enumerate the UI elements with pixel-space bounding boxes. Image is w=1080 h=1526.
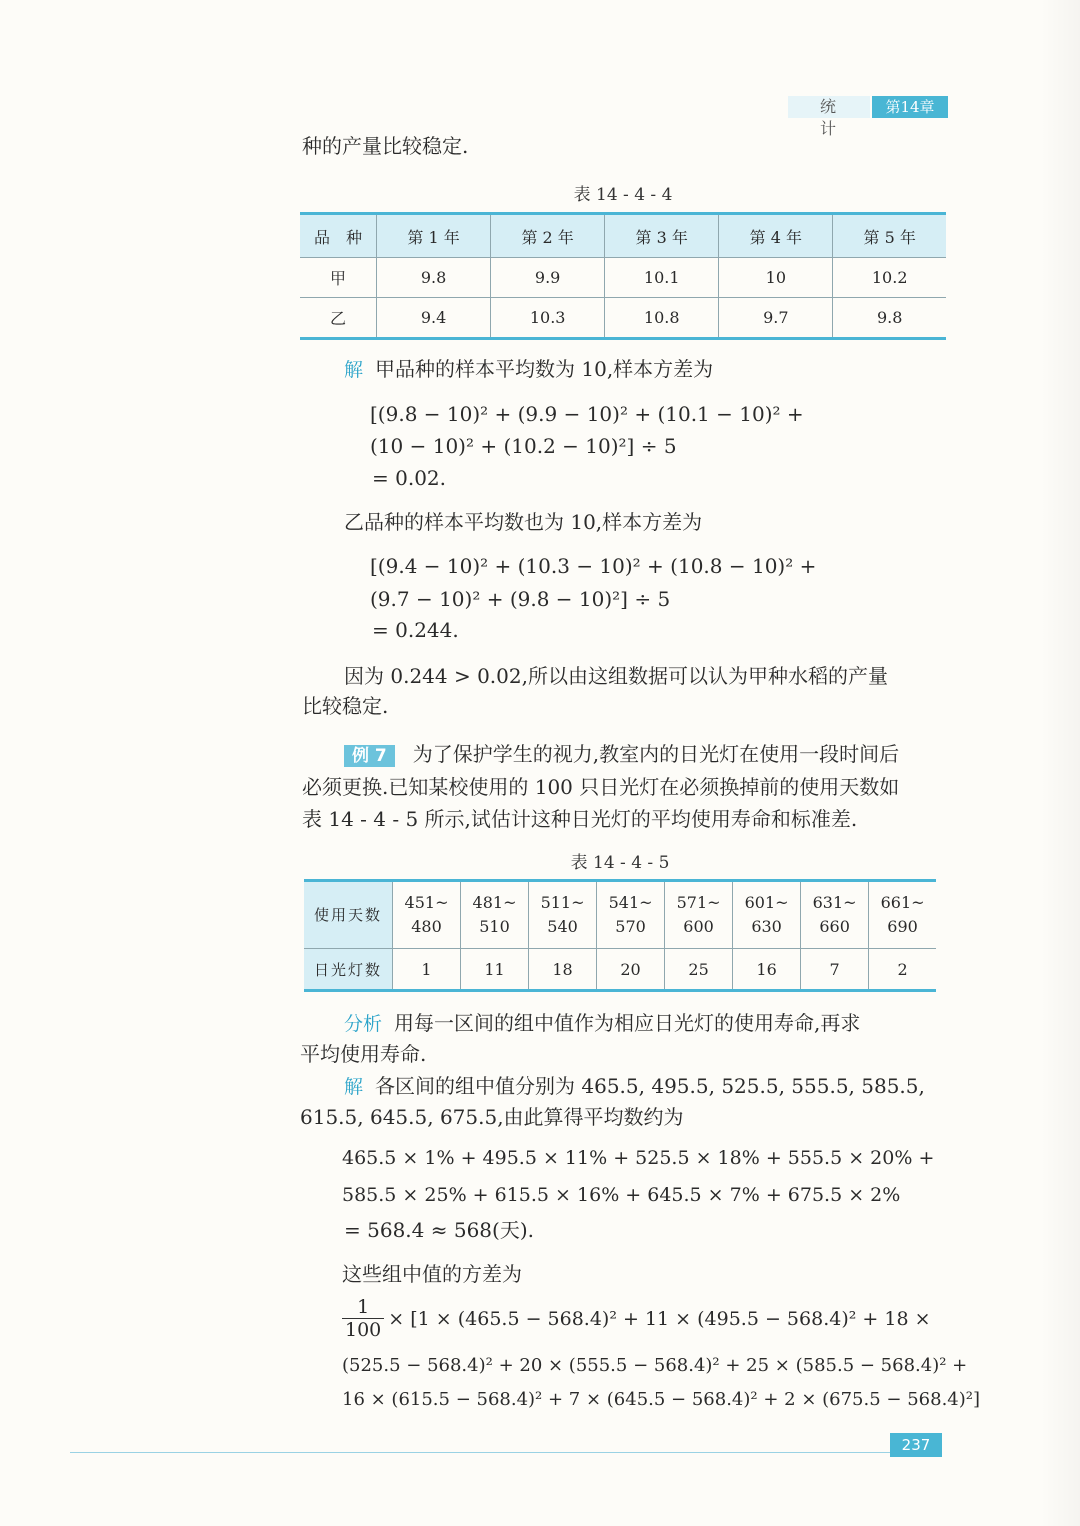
range-start: 481~ — [472, 893, 517, 912]
range-cell — [733, 881, 801, 949]
range-start: 541~ — [608, 893, 653, 912]
conclusion-line: 因为 0.244 > 0.02,所以由这组数据可以认为甲种水稻的产量 — [344, 664, 888, 688]
solution2-text: 各区间的组中值分别为 465.5, 495.5, 525.5, 555.5, 585.5, — [375, 1074, 925, 1098]
analysis-text: 用每一区间的组中值作为相应日光灯的使用寿命,再求 — [394, 1011, 861, 1035]
formula-result: = 0.244. — [372, 618, 459, 642]
range-cell — [665, 881, 733, 949]
range-start: 571~ — [676, 893, 721, 912]
table-14-4-5 — [304, 879, 936, 992]
table-header-cell: 第 1 年 — [377, 214, 491, 258]
table-14-4-4 — [300, 212, 946, 340]
running-header — [788, 96, 948, 138]
analysis-line2: 平均使用寿命. — [300, 1042, 427, 1066]
range-end: 690 — [887, 917, 918, 936]
formula-line: (10 − 10)² + (10.2 − 10)²] ÷ 5 — [370, 434, 677, 458]
table-cell: 9.8 — [377, 258, 491, 298]
range-start: 511~ — [540, 893, 585, 912]
fraction-numerator: 1 — [342, 1296, 384, 1319]
range-cell — [529, 881, 597, 949]
table-cell: 10 — [719, 258, 833, 298]
table5-caption: 表 14 - 4 - 5 — [570, 853, 670, 873]
range-end: 570 — [615, 917, 646, 936]
count-cell: 11 — [461, 949, 529, 991]
range-start: 661~ — [880, 893, 925, 912]
table-header-cell: 第 4 年 — [719, 214, 833, 258]
range-cell — [461, 881, 529, 949]
chapter-label: 第14章 — [872, 96, 948, 118]
variance-intro: 这些组中值的方差为 — [342, 1262, 522, 1286]
range-end: 660 — [819, 917, 850, 936]
count-cell: 20 — [597, 949, 665, 991]
row-header-lamps: 日光灯数 — [304, 949, 393, 991]
count-cell: 2 — [869, 949, 936, 991]
table-row — [304, 881, 936, 949]
table-row — [304, 949, 936, 991]
range-cell — [869, 881, 936, 949]
count-cell: 16 — [733, 949, 801, 991]
analysis-keyword: 分析 — [344, 1013, 383, 1035]
range-cell — [597, 881, 665, 949]
analysis-line — [344, 1007, 860, 1040]
variance-formula-line3: 16 × (615.5 − 568.4)² + 7 × (645.5 − 568.4)² + 2 × (675.5 − 568.4)²] — [342, 1389, 980, 1410]
table-header-row — [300, 214, 946, 258]
table4-caption: 表 14 - 4 - 4 — [573, 185, 673, 205]
table-header-cell: 第 2 年 — [491, 214, 605, 258]
table-cell: 9.8 — [833, 298, 946, 339]
formula-line: (9.7 − 10)² + (9.8 − 10)²] ÷ 5 — [370, 587, 671, 611]
table-row — [300, 258, 946, 298]
range-start: 451~ — [404, 893, 449, 912]
formula-line: [(9.4 − 10)² + (10.3 − 10)² + (10.8 − 10)² + — [370, 554, 817, 578]
table-cell: 10.3 — [491, 298, 605, 339]
example7-text: 为了保护学生的视力,教室内的日光灯在使用一段时间后 — [412, 742, 900, 766]
table-cell: 9.4 — [377, 298, 491, 339]
range-end: 510 — [479, 917, 510, 936]
range-end: 630 — [751, 917, 782, 936]
variance-formula-line2: (525.5 − 568.4)² + 20 × (555.5 − 568.4)² + 25 × (585.5 − 568.4)² + — [342, 1355, 968, 1376]
example-badge: 例 7 — [344, 745, 395, 767]
table-cell: 9.7 — [719, 298, 833, 339]
mean-formula-line: 585.5 × 25% + 615.5 × 16% + 645.5 × 7% + 675.5 × 2% — [342, 1184, 901, 1206]
fraction-denominator: 100 — [345, 1319, 382, 1341]
table-header-cell: 品 种 — [300, 214, 377, 258]
count-cell: 25 — [665, 949, 733, 991]
solution2-line2: 615.5, 645.5, 675.5,由此算得平均数约为 — [300, 1105, 684, 1129]
solution1-line2: 乙品种的样本平均数也为 10,样本方差为 — [344, 510, 703, 534]
footer-rule — [70, 1452, 890, 1453]
example7-line: 表 14 - 4 - 5 所示,试估计这种日光灯的平均使用寿命和标准差. — [302, 807, 858, 831]
table-cell: 10.8 — [605, 298, 719, 339]
range-start: 631~ — [812, 893, 857, 912]
row-header-days: 使用天数 — [304, 881, 393, 949]
solution-keyword: 解 — [344, 359, 364, 381]
solution-keyword: 解 — [344, 1076, 364, 1098]
page-edge-shadow — [1040, 0, 1080, 1526]
formula-result: = 0.02. — [372, 466, 447, 490]
range-cell — [393, 881, 461, 949]
solution2-line — [344, 1070, 925, 1103]
section-label: 统 计 — [788, 96, 870, 118]
count-cell: 18 — [529, 949, 597, 991]
mean-result: = 568.4 ≈ 568(天). — [344, 1218, 534, 1242]
conclusion-line: 比较稳定. — [302, 694, 389, 718]
range-cell — [801, 881, 869, 949]
solution1-line — [344, 353, 713, 386]
count-cell: 1 — [393, 949, 461, 991]
fraction — [342, 1296, 384, 1341]
example7-line — [344, 738, 899, 770]
table-cell: 9.9 — [491, 258, 605, 298]
table-row — [300, 298, 946, 339]
variance-formula-text: × [1 × (465.5 − 568.4)² + 11 × (495.5 − 568.4)² + 18 × — [388, 1307, 931, 1330]
variance-formula-line1 — [342, 1296, 931, 1341]
solution1-text: 甲品种的样本平均数为 10,样本方差为 — [375, 357, 714, 381]
range-start: 601~ — [744, 893, 789, 912]
count-cell: 7 — [801, 949, 869, 991]
range-end: 480 — [411, 917, 442, 936]
table-cell: 10.1 — [605, 258, 719, 298]
mean-formula-line: 465.5 × 1% + 495.5 × 11% + 525.5 × 18% + 555.5 × 20% + — [342, 1147, 935, 1169]
intro-line: 种的产量比较稳定. — [302, 134, 469, 158]
table-header-cell: 第 3 年 — [605, 214, 719, 258]
table-cell: 10.2 — [833, 258, 946, 298]
table-cell: 乙 — [300, 298, 377, 339]
range-end: 540 — [547, 917, 578, 936]
page-number: 237 — [890, 1433, 942, 1457]
table-cell: 甲 — [300, 258, 377, 298]
range-end: 600 — [683, 917, 714, 936]
example7-line: 必须更换.已知某校使用的 100 只日光灯在必须换掉前的使用天数如 — [302, 775, 900, 799]
formula-line: [(9.8 − 10)² + (9.9 − 10)² + (10.1 − 10)² + — [370, 402, 804, 426]
table-header-cell: 第 5 年 — [833, 214, 946, 258]
